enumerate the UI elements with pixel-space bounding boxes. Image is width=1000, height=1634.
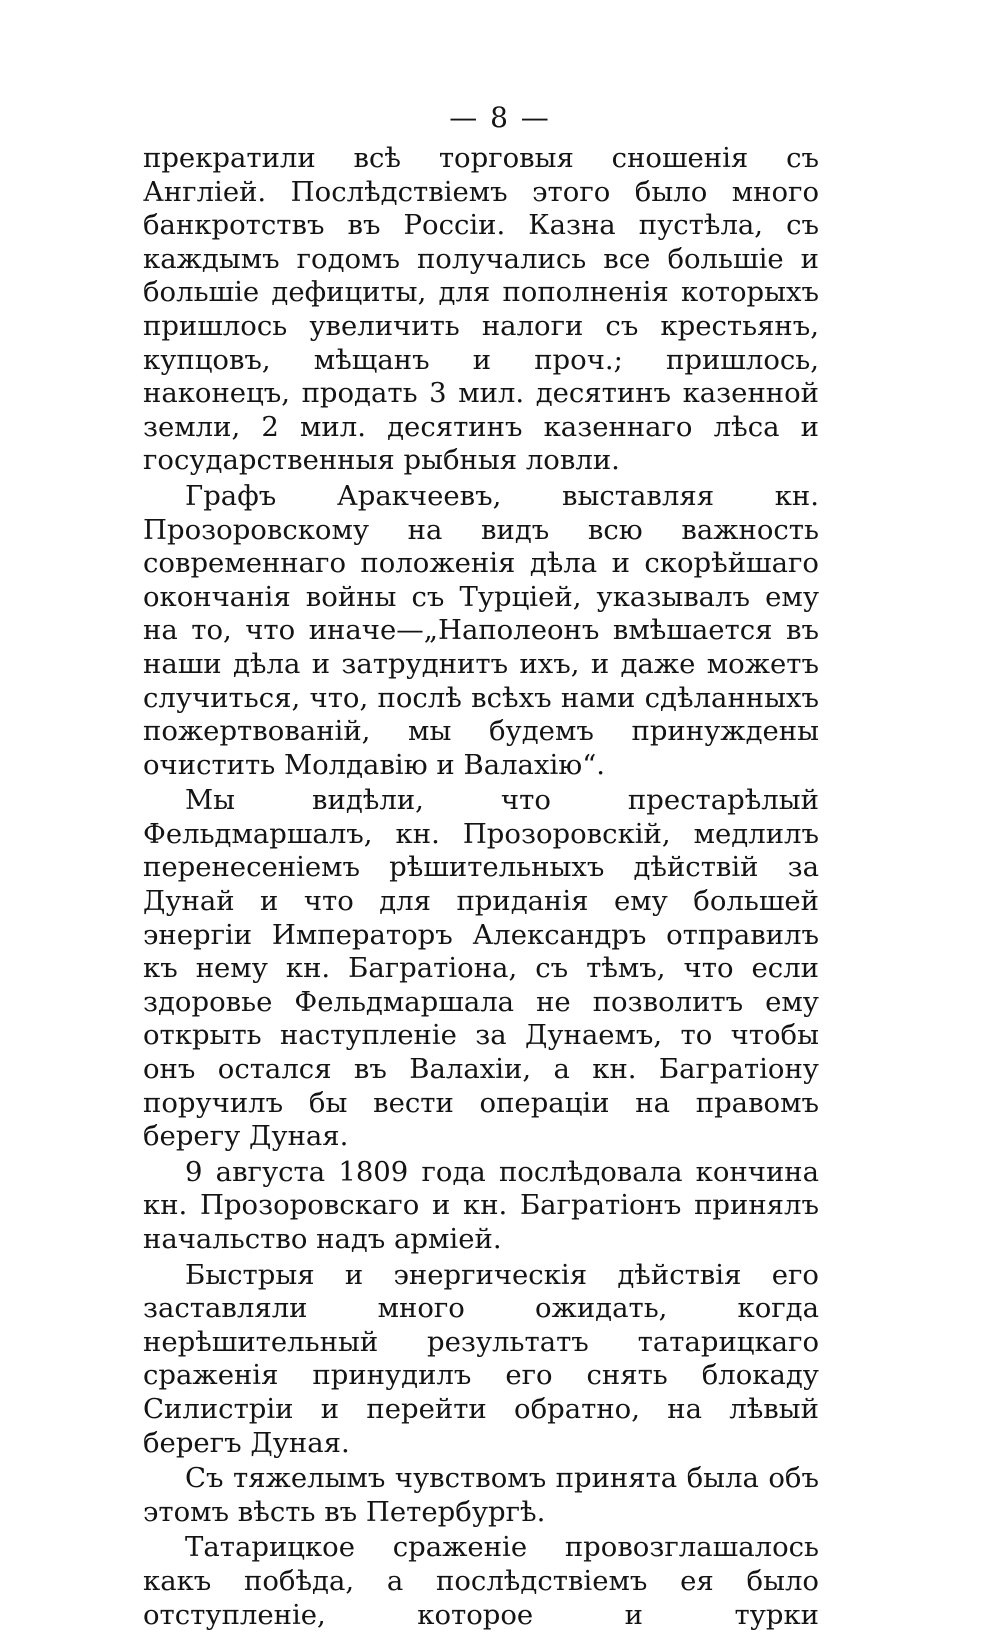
paragraph-1: прекратили всѣ торговыя сношенія съ Англіей. Послѣдствіемъ этого было много банкротствъ въ Россіи. Казна пустѣла, съ каждымъ годомъ получались все большіе и большіе дефициты, для пополненія которыхъ пришлось увеличить налоги съ крестьянъ, купцовъ, мѣщанъ и проч.; пришлось, наконецъ, продать 3 мил. десятинъ казенной земли, 2 мил. десятинъ казеннаго лѣса и государственныя рыбныя ловли. [143, 142, 819, 477]
paragraph-3: Мы видѣли, что престарѣлый Фельдмаршалъ, кн. Прозоровскій, медлилъ перенесеніемъ рѣшительныхъ дѣйствій за Дунай и что для приданія ему большей энергіи Императоръ Александръ отправилъ къ нему кн. Багратіона, съ тѣмъ, что если здоровье Фельдмаршала не позволитъ ему открыть наступленіе за Дунаемъ, то чтобы онъ остался въ Валахіи, а кн. Багратіону поручилъ бы вести операціи на правомъ берегу Дуная. [143, 784, 819, 1153]
paragraph-5: Быстрыя и энергическія дѣйствія его заставляли много ожидать, когда нерѣшительный результатъ татарицкаго сраженія принудилъ его снять блокаду Силистріи и перейти обратно, на лѣвый берегъ Дуная. [143, 1258, 819, 1459]
paragraph-2: Графъ Аракчеевъ, выставляя кн. Прозоровскому на видъ всю важность современнаго положенія дѣла и скорѣйшаго окончанія войны съ Турціей, указывалъ ему на то, что иначе—„Наполеонъ вмѣшается въ наши дѣла и затруднитъ ихъ, и даже можетъ случиться, что, послѣ всѣхъ нами сдѣланныхъ пожертвованій, мы будемъ принуждены очистить Молдавію и Валахію“. [143, 479, 819, 781]
paragraph-6: Съ тяжелымъ чувствомъ принята была объ этомъ вѣсть въ Петербургѣ. [143, 1462, 819, 1528]
body-text [143, 142, 819, 1634]
paragraph-4: 9 августа 1809 года послѣдовала кончина кн. Прозоровскаго и кн. Багратіонъ принялъ начальство надъ арміей. [143, 1155, 819, 1255]
paragraph-7: Татарицкое сраженіе провозглашалось какъ побѣда, а послѣдствіемъ ея было отступленіе, которое и турки [143, 1531, 819, 1631]
page-number: — 8 — [449, 101, 551, 134]
